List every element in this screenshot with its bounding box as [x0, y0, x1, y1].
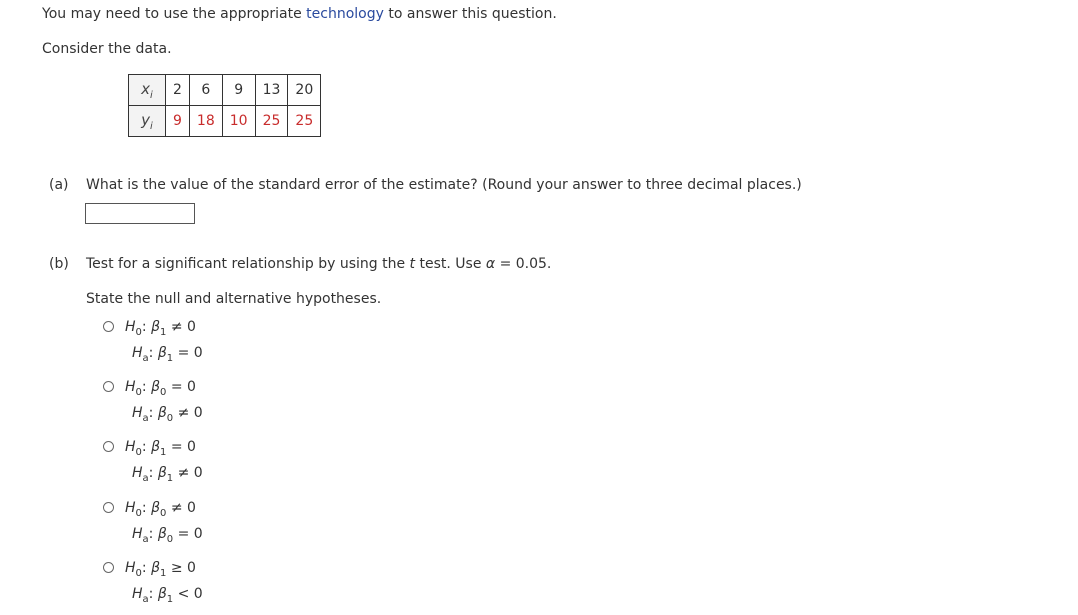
- x-row: [129, 75, 321, 106]
- intro-text-after: to answer this question.: [383, 6, 557, 22]
- standard-error-input[interactable]: [85, 203, 195, 224]
- y-cell: 18: [189, 106, 222, 137]
- x-cell: 20: [288, 75, 321, 106]
- x-cell: 2: [166, 75, 190, 106]
- consider-text: Consider the data.: [42, 41, 172, 57]
- y-cell: 9: [166, 106, 190, 137]
- null-hypothesis: $H_0$: $\beta_1 \ne 0$: [125, 319, 196, 338]
- part-b-question-before: Test for a significant relationship by using the: [86, 256, 410, 272]
- x-cell: 13: [255, 75, 288, 106]
- alternative-hypothesis: $H_a$: $\beta_1 = 0$: [132, 345, 203, 364]
- null-hypothesis: $H_0$: $\beta_1 \ge 0$: [125, 560, 196, 579]
- alpha-symbol: α: [485, 256, 496, 272]
- x-cell: 6: [189, 75, 222, 106]
- alternative-hypothesis: $H_a$: $\beta_1 \ne 0$: [132, 465, 203, 484]
- y-header: [129, 106, 166, 137]
- y-row: [129, 106, 321, 137]
- radio-button[interactable]: [103, 441, 114, 452]
- intro-text: [42, 6, 557, 22]
- t-symbol: t: [409, 256, 416, 272]
- x-header: [129, 75, 166, 106]
- y-cell: 10: [222, 106, 255, 137]
- radio-button[interactable]: [103, 381, 114, 392]
- part-b-label: (b): [49, 256, 69, 272]
- null-hypothesis: $H_0$: $\beta_1 = 0$: [125, 439, 196, 458]
- x-cell: 9: [222, 75, 255, 106]
- alpha-value: = 0.05.: [495, 256, 552, 272]
- part-b-question-after: test. Use: [415, 256, 486, 272]
- y-cell: 25: [288, 106, 321, 137]
- part-a-question: What is the value of the standard error of the estimate? (Round your answer to three decimal places.): [86, 177, 802, 193]
- x-sub: i: [150, 89, 153, 101]
- alternative-hypothesis: $H_a$: $\beta_0 \ne 0$: [132, 405, 203, 424]
- null-hypothesis: $H_0$: $\beta_0 \ne 0$: [125, 500, 196, 519]
- intro-text-before: You may need to use the appropriate: [42, 6, 307, 22]
- data-table: [128, 74, 321, 137]
- part-b-question: [86, 256, 551, 272]
- alternative-hypothesis: $H_a$: $\beta_1 < 0$: [132, 586, 203, 605]
- technology-link[interactable]: technology: [306, 6, 384, 22]
- radio-button[interactable]: [103, 502, 114, 513]
- part-a-label: (a): [49, 177, 69, 193]
- null-hypothesis: $H_0$: $\beta_0 = 0$: [125, 379, 196, 398]
- y-cell: 25: [255, 106, 288, 137]
- x-var: x: [141, 79, 151, 98]
- radio-button[interactable]: [103, 321, 114, 332]
- alternative-hypothesis: $H_a$: $\beta_0 = 0$: [132, 526, 203, 545]
- radio-button[interactable]: [103, 562, 114, 573]
- hypotheses-instruction: State the null and alternative hypotheses.: [86, 291, 382, 307]
- y-var: y: [141, 110, 151, 129]
- y-sub: i: [150, 120, 153, 132]
